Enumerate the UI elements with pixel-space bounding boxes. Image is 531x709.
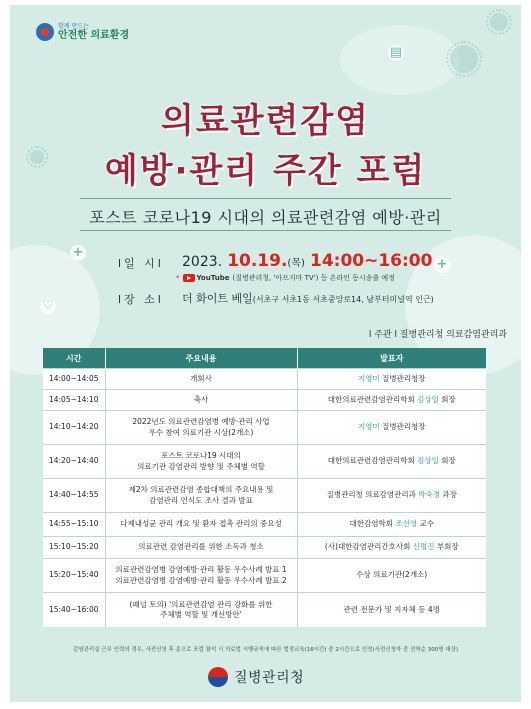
taeguk-emblem-icon <box>208 667 228 687</box>
footnote: 감염관리실 근무 인력의 경우, 사전신청 후 종으로 포럼 참석 시 의료법 시행규칙에 따른 법정교육(16시간) 중 2시간으로 인정(사전신청자 중 선착순 300명 대상) <box>72 647 459 653</box>
schedule-table <box>43 348 486 627</box>
content-line: 포스트 코로나19 시대의 <box>161 451 241 461</box>
speaker-pre: 대한의료관련감염관리학회 <box>327 394 418 404</box>
speaker-pre: 관련 전문가 및 지자체 등 4명 <box>343 604 440 614</box>
date-day: 10.19. <box>227 251 288 271</box>
content-line: 의료관련감염병 감염예방·관리 활동 우수사례 발표 2 <box>115 575 287 585</box>
row-content <box>105 593 297 627</box>
row-time: 14:55~15:10 <box>43 513 105 537</box>
divider <box>80 198 451 199</box>
content-line: (패널 토의) '의료관련감염 관리 강화를 위한 <box>129 599 273 609</box>
table-row <box>43 411 486 445</box>
event-place <box>182 290 434 306</box>
row-content <box>105 559 297 593</box>
place-label: l장 소l <box>118 293 164 306</box>
table-row <box>43 369 486 390</box>
table-row <box>43 479 486 513</box>
speaker-pre: 질병관리청 의료감염관리과 <box>326 490 419 500</box>
row-content <box>105 369 297 390</box>
content-line: 2022년도 의료관련감염병 예방·관리 사업 <box>132 417 270 427</box>
row-content <box>105 513 297 537</box>
table-header-row <box>43 348 486 369</box>
row-content <box>105 445 297 479</box>
content-line: 제2차 의료관련감염 종합대책의 주요내용 및 <box>128 485 274 495</box>
speaker-name: 김상일 <box>417 456 439 466</box>
row-time: 14:40~14:55 <box>43 479 105 513</box>
date-label: l일 시l <box>118 257 164 270</box>
header-speaker: 발표자 <box>297 348 486 369</box>
logo-big-text: 안전한 의료환경 <box>58 29 130 41</box>
speaker-pre: 수상 의료기관(2개소) <box>356 570 428 580</box>
row-content <box>105 479 297 513</box>
speaker-pre: 대한의료관련감염관리학회 <box>327 456 418 466</box>
row-time: 14:10~14:20 <box>43 411 105 445</box>
speaker-post: 부회장 <box>434 542 459 552</box>
content-line: 다제내성균 관리 개요 및 환자 접촉 관리의 중요성 <box>120 519 282 529</box>
campaign-logo <box>36 23 129 41</box>
speaker-name: 박숙경 <box>418 490 441 500</box>
row-speaker <box>297 445 486 479</box>
table-row <box>43 513 486 537</box>
place-address: (서초구 서초1동 서초중앙로14, 남부터미널역 인근) <box>252 295 434 304</box>
row-time: 15:10~15:20 <box>43 537 105 559</box>
row-speaker <box>297 559 486 593</box>
speaker-name: 조선영 <box>395 519 418 529</box>
content-line: 주체별 역할 및 개선방안' <box>160 609 242 619</box>
title-line-2: 예방·관리 주간 포럼 <box>104 151 427 191</box>
divider <box>80 230 451 231</box>
row-speaker <box>297 369 486 390</box>
medicine-icon: ▤ <box>389 45 403 60</box>
table-row <box>43 537 486 559</box>
content-line: 개회사 <box>190 373 212 383</box>
table-row <box>43 445 486 479</box>
speaker-post: 질병관리청장 <box>379 373 426 383</box>
speaker-post: 회장 <box>438 456 456 466</box>
speaker-name: 김상일 <box>417 394 439 404</box>
row-speaker <box>297 513 486 537</box>
speaker-post: 회장 <box>438 394 456 404</box>
kdca-logo <box>208 667 304 687</box>
forum-poster <box>10 5 521 702</box>
decorative-circle <box>340 25 460 95</box>
row-time: 14:20~14:40 <box>43 445 105 479</box>
speaker-pre: (사)대한감염관리간호사회 <box>324 542 413 552</box>
row-time: 14:00~14:05 <box>43 369 105 390</box>
heart-icon: ♡ <box>40 298 56 314</box>
speaker-post: 질병관리청장 <box>379 422 426 432</box>
header-content: 주요내용 <box>105 348 297 369</box>
speaker-name: 지영미 <box>357 373 380 383</box>
date-year: 2023. <box>182 254 223 270</box>
host-organizer: l 주관 l 질병관리청 의료감염관리과 <box>368 330 507 340</box>
youtube-icon <box>183 274 195 282</box>
header-time: 시간 <box>43 348 105 369</box>
row-content <box>105 411 297 445</box>
speaker-pre: 대한감염학회 <box>349 519 396 529</box>
logo-small-text: 함께 만드는 <box>58 22 89 30</box>
content-line: 의료관련감염병 감염예방·관리 활동 우수사례 발표 1 <box>115 565 287 575</box>
speaker-post: 과장 <box>440 490 457 500</box>
table-row <box>43 390 486 411</box>
row-time: 14:05~14:10 <box>43 390 105 411</box>
subtitle: 포스트 코로나19 시대의 의료관련감염 예방·관리 <box>89 208 442 227</box>
row-speaker <box>297 593 486 627</box>
table-row <box>43 593 486 627</box>
virus-icon <box>490 13 508 31</box>
plus-icon: + <box>70 245 86 261</box>
row-speaker <box>297 390 486 411</box>
youtube-word: YouTube <box>196 274 230 282</box>
footer-agency-name: 질병관리청 <box>234 670 305 686</box>
youtube-star: * <box>176 274 180 282</box>
table-row <box>43 559 486 593</box>
logo-mark-icon <box>36 23 54 41</box>
content-line: 의료관련 감염관리를 위한 소독과 청소 <box>138 542 264 552</box>
row-content <box>105 390 297 411</box>
content-line: 감염관리 인식도 조사 결과 발표 <box>149 495 253 505</box>
date-time: 14:00~16:00 <box>309 251 433 271</box>
title-line-1: 의료관련감염 <box>160 101 371 141</box>
speaker-post: 교수 <box>417 519 434 529</box>
content-line: 축사 <box>193 394 209 404</box>
row-time: 15:40~16:00 <box>43 593 105 627</box>
event-date <box>182 251 432 271</box>
speaker-name: 지영미 <box>357 422 380 432</box>
youtube-note: (질병관리청, '아프지마 TV') 등 온라인 동시송출 예정 <box>232 274 395 282</box>
row-speaker <box>297 537 486 559</box>
youtube-notice <box>176 273 395 283</box>
row-speaker <box>297 479 486 513</box>
row-content <box>105 537 297 559</box>
virus-icon <box>450 45 478 73</box>
speaker-name: 신명진 <box>412 542 435 552</box>
plus-icon: + <box>434 257 450 273</box>
date-weekday: (목) <box>287 258 305 269</box>
place-name: 더 화이트 베일 <box>182 292 253 305</box>
content-line: 우수 참여 의료기관 시상(2개소) <box>148 427 254 437</box>
row-time: 15:20~15:40 <box>43 559 105 593</box>
row-speaker <box>297 411 486 445</box>
content-line: 의료기관 감염관리 방향 및 주체별 역할 <box>137 461 265 471</box>
